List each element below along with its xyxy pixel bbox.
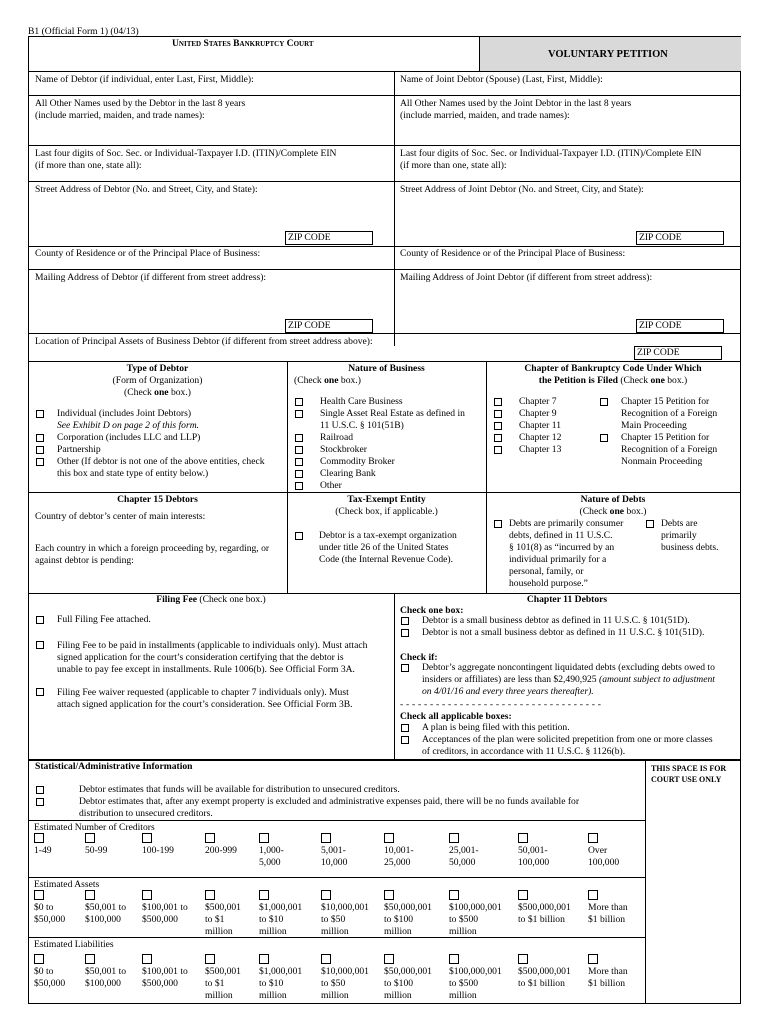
liabilities-option-label: to $50	[321, 978, 346, 989]
assets-option-label: $0 to	[34, 902, 54, 913]
ssn-label-2: (if more than one, state all):	[35, 160, 142, 171]
consumer-debts-label-5: personal, family, or	[509, 566, 584, 577]
clearing-bank-checkbox[interactable]	[295, 470, 303, 478]
liabilities-option-label: More than	[588, 966, 628, 977]
nature-business-title: Nature of Business	[348, 363, 425, 374]
corporation-checkbox[interactable]	[36, 434, 44, 442]
creditors-checkbox[interactable]	[518, 833, 528, 843]
tax-exempt-label-3: Code (the Internal Revenue Code).	[319, 554, 453, 565]
liabilities-option-label: to $500	[449, 978, 479, 989]
creditors-option-label: 5,000	[259, 857, 281, 868]
acceptances-label-2: of creditors, in accordance with 11 U.S.C. § 1126(b).	[422, 746, 626, 757]
railroad-label: Railroad	[320, 432, 354, 443]
aggregate-debts-label: Debtor’s aggregate noncontingent liquidated debts (excluding debts owed to	[422, 662, 715, 673]
assets-checkbox[interactable]	[34, 890, 44, 900]
chapter-12-checkbox[interactable]	[494, 434, 502, 442]
mailing-label: Mailing Address of Debtor (if different from street address):	[35, 272, 267, 283]
type-of-debtor-title: Type of Debtor	[126, 363, 189, 374]
joint-mailing-zip-code-field[interactable]: ZIP CODE	[636, 319, 724, 333]
assets-option-label: million	[259, 926, 287, 937]
liabilities-checkbox[interactable]	[85, 954, 95, 964]
form-id: B1 (Official Form 1) (04/13)	[28, 26, 139, 37]
assets-option-label: $1 billion	[588, 914, 626, 925]
county-label: County of Residence or of the Principal Place of Business:	[35, 248, 261, 259]
no-funds-label-2: distribution to unsecured creditors.	[79, 808, 213, 819]
tax-exempt-label-2: under title 26 of the United States	[319, 542, 449, 553]
single-asset-checkbox[interactable]	[295, 410, 303, 418]
joint-street-label: Street Address of Joint Debtor (No. and Street, City, and State):	[400, 184, 644, 195]
liabilities-option-label: $10,000,001	[321, 966, 369, 977]
consumer-debts-label: Debts are primarily consumer	[509, 518, 624, 529]
fee-waiver-label-2: attach signed application for the court’s consideration. See Official Form 3B.	[57, 699, 353, 710]
installments-label: Filing Fee to be paid in installments (applicable to individuals only). Must attach	[57, 640, 368, 651]
liabilities-option-label: $500,001	[205, 966, 241, 977]
check-text-end: box.)	[664, 375, 688, 386]
assets-option-label: $100,001 to	[142, 902, 188, 913]
liabilities-option-label: to $1 billion	[518, 978, 565, 989]
tax-exempt-title: Tax-Exempt Entity	[347, 494, 426, 505]
chapter-15-main-label: Chapter 15 Petition for	[621, 396, 710, 407]
liabilities-option-label: $50,000	[34, 978, 66, 989]
other-business-label: Other	[320, 480, 342, 491]
joint-county-label: County of Residence or of the Principal Place of Business:	[400, 248, 626, 259]
commodity-broker-label: Commodity Broker	[320, 456, 395, 467]
exhibit-d-note: See Exhibit D on page 2 of this form.	[57, 420, 200, 431]
assets-option-label: to $1	[205, 914, 225, 925]
consumer-debts-label-6: household purpose.”	[509, 578, 588, 589]
liabilities-checkbox[interactable]	[518, 954, 528, 964]
health-care-label: Health Care Business	[320, 396, 403, 407]
nature-debts-title: Nature of Debts	[580, 494, 646, 505]
installments-label-2: signed application for the court’s consideration certifying that the debtor is	[57, 652, 344, 663]
single-asset-label-2: 11 U.S.C. § 101(51B)	[320, 420, 404, 431]
stockbroker-checkbox[interactable]	[295, 446, 303, 454]
liabilities-option-label: million	[259, 990, 287, 1001]
creditors-option-label: 5,001-	[321, 845, 346, 856]
business-debts-checkbox[interactable]	[646, 520, 654, 528]
liabilities-option-label: to $10	[259, 978, 284, 989]
assets-title: Estimated Assets	[34, 879, 100, 890]
ch11-debtors-title: Chapter 11 Debtors	[526, 594, 608, 605]
full-fee-checkbox[interactable]	[36, 616, 44, 624]
assets-checkbox[interactable]	[205, 890, 215, 900]
liabilities-option-label: $100,000	[85, 978, 121, 989]
liabilities-checkbox[interactable]	[384, 954, 394, 964]
liabilities-option-label: $1,000,001	[259, 966, 303, 977]
individual-checkbox[interactable]	[36, 410, 44, 418]
each-country-label: Each country in which a foreign proceeding by, regarding, or	[35, 543, 270, 554]
joint-debtor-name-label: Name of Joint Debtor (Spouse) (Last, First, Middle):	[400, 74, 603, 85]
assets-option-label: $1,000,001	[259, 902, 303, 913]
business-debts-label: Debts are	[661, 518, 698, 529]
other-entity-label-2: this box and state type of entity below.)	[57, 468, 209, 479]
clearing-bank-label: Clearing Bank	[320, 468, 376, 479]
assets-checkbox[interactable]	[449, 890, 459, 900]
ch15-debtors-title: Chapter 15 Debtors	[117, 494, 198, 505]
aggregate-amount-text: insiders or affiliates) are less than $2,490,925	[422, 674, 599, 685]
creditors-option-label: 100-199	[142, 845, 174, 856]
court-name: United States Bankruptcy Court	[172, 38, 314, 49]
petition-title: VOLUNTARY PETITION	[548, 49, 668, 60]
assets-option-label: million	[321, 926, 349, 937]
filing-fee-title	[28, 594, 394, 606]
assets-checkbox[interactable]	[259, 890, 269, 900]
assets-checkbox[interactable]	[588, 890, 598, 900]
check-if-label: Check if:	[400, 652, 438, 663]
consumer-debts-label-2: debts, defined in 11 U.S.C.	[509, 530, 613, 541]
check-one-text: one	[650, 375, 665, 386]
creditors-option-label: 10,001-	[384, 845, 414, 856]
liabilities-checkbox[interactable]	[321, 954, 331, 964]
check-text-end: box.)	[338, 375, 361, 386]
filing-fee-title-text: Filing Fee	[156, 594, 197, 605]
aggregate-debts-label-3: on 4/01/16 and every three years thereafter).	[422, 686, 594, 697]
chapter-15-main-checkbox[interactable]	[600, 398, 608, 406]
assets-option-label: $50,000	[34, 914, 66, 925]
type-of-debtor-sub: (Form of Organization)	[112, 375, 203, 386]
chapter-13-label: Chapter 13	[519, 444, 562, 455]
assets-option-label: million	[449, 926, 477, 937]
stockbroker-label: Stockbroker	[320, 444, 367, 455]
chapter-15-nonmain-label-3: Nonmain Proceeding	[621, 456, 703, 467]
chapter-7-checkbox[interactable]	[494, 398, 502, 406]
assets-option-label: to $100	[384, 914, 414, 925]
chapter-15-main-label-2: Recognition of a Foreign	[621, 408, 718, 419]
other-names-label: All Other Names used by the Debtor in the last 8 years	[35, 98, 246, 109]
liabilities-option-label: $0 to	[34, 966, 54, 977]
court-use-label-2: COURT USE ONLY	[651, 775, 722, 784]
assets-option-label: $500,001	[205, 902, 241, 913]
creditors-title: Estimated Number of Creditors	[34, 822, 155, 833]
joint-other-names-label: All Other Names used by the Joint Debtor in the last 8 years	[400, 98, 632, 109]
other-business-checkbox[interactable]	[295, 482, 303, 490]
check-one-text: one	[609, 506, 625, 517]
business-debts-label-2: primarily	[661, 530, 697, 541]
chapter-9-label: Chapter 9	[519, 408, 557, 419]
chapter-15-main-label-3: Main Proceeding	[621, 420, 687, 431]
street-label: Street Address of Debtor (No. and Street, City, and State):	[35, 184, 258, 195]
dashed-divider: - - - - - - - - - - - - - - - - - - - - - - - - - - - - - - - - - -	[400, 699, 602, 710]
other-entity-label: Other (If debtor is not one of the above entities, check	[57, 456, 265, 467]
funds-available-checkbox[interactable]	[36, 786, 44, 794]
other-entity-checkbox[interactable]	[36, 458, 44, 466]
creditors-checkbox[interactable]	[34, 833, 44, 843]
assets-option-label: $50,000,001	[384, 902, 432, 913]
chapter-title: Chapter of Bankruptcy Code Under Which	[524, 363, 702, 374]
check-text: (Check	[617, 375, 651, 386]
assets-checkbox[interactable]	[321, 890, 331, 900]
creditors-checkbox[interactable]	[384, 833, 394, 843]
fee-waiver-label: Filing Fee waiver requested (applicable to chapter 7 individuals only). Must	[57, 687, 349, 698]
assets-option-label: million	[384, 926, 412, 937]
creditors-option-label: 1,000-	[259, 845, 284, 856]
assets-option-label: $100,000	[85, 914, 121, 925]
check-one-text: one	[324, 375, 339, 386]
ssn-label: Last four digits of Soc. Sec. or Individual-Taxpayer I.D. (ITIN)/Complete EIN	[35, 148, 337, 159]
acceptances-checkbox[interactable]	[401, 736, 409, 744]
assets-option-label: to $10	[259, 914, 284, 925]
assets-checkbox[interactable]	[384, 890, 394, 900]
no-funds-checkbox[interactable]	[36, 798, 44, 806]
check-one-text: one	[154, 387, 169, 398]
creditors-option-label: 10,000	[321, 857, 348, 868]
creditors-option-label: Over	[588, 845, 608, 856]
commodity-broker-checkbox[interactable]	[295, 458, 303, 466]
partnership-label: Partnership	[57, 444, 101, 455]
health-care-checkbox[interactable]	[295, 398, 303, 406]
consumer-debts-label-4: individual primarily for a	[509, 554, 607, 565]
liabilities-option-label: $100,000,001	[449, 966, 502, 977]
debtor-name-label: Name of Debtor (if individual, enter Last, First, Middle):	[35, 74, 254, 85]
single-asset-label: Single Asset Real Estate as defined in	[320, 408, 465, 419]
aggregate-debts-checkbox[interactable]	[401, 664, 409, 672]
liabilities-checkbox[interactable]	[142, 954, 152, 964]
plan-filed-label: A plan is being filed with this petition.	[422, 722, 570, 733]
creditors-checkbox[interactable]	[205, 833, 215, 843]
creditors-option-label: 25,000	[384, 857, 411, 868]
joint-ssn-label: Last four digits of Soc. Sec. or Individual-Taxpayer I.D. (ITIN)/Complete EIN	[400, 148, 702, 159]
creditors-checkbox[interactable]	[449, 833, 459, 843]
chapter-13-checkbox[interactable]	[494, 446, 502, 454]
liabilities-option-label: million	[321, 990, 349, 1001]
liabilities-option-label: $50,000,001	[384, 966, 432, 977]
assets-option-label: $500,000	[142, 914, 178, 925]
tax-exempt-checkbox[interactable]	[295, 532, 303, 540]
creditors-option-label: 200-999	[205, 845, 237, 856]
not-small-business-label: Debtor is not a small business debtor as defined in 11 U.S.C. § 101(51D).	[422, 627, 705, 638]
check-one-box-label: Check one box:	[400, 605, 464, 616]
assets-checkbox[interactable]	[142, 890, 152, 900]
check-text: (Check	[579, 506, 610, 517]
zip-code-field[interactable]: ZIP CODE	[285, 231, 373, 245]
filing-fee-sub: (Check one box.)	[197, 594, 266, 605]
location-label: Location of Principal Assets of Business Debtor (if different from street address above):	[35, 336, 373, 347]
check-text-end: box.)	[168, 387, 191, 398]
creditors-checkbox[interactable]	[588, 833, 598, 843]
individual-label: Individual (includes Joint Debtors)	[57, 408, 192, 419]
chapter-12-label: Chapter 12	[519, 432, 562, 443]
creditors-option-label: 50,000	[449, 857, 476, 868]
creditors-option-label: 50,001-	[518, 845, 548, 856]
assets-option-label: million	[205, 926, 233, 937]
chapter-7-label: Chapter 7	[519, 396, 557, 407]
joint-ssn-label-2: (if more than one, state all):	[400, 160, 507, 171]
installments-label-3: unable to pay fee except in installments. Rule 1006(b). See Official Form 3A.	[57, 664, 355, 675]
business-debts-label-3: business debts.	[661, 542, 719, 553]
consumer-debts-checkbox[interactable]	[494, 520, 502, 528]
assets-checkbox[interactable]	[85, 890, 95, 900]
full-fee-label: Full Filing Fee attached.	[57, 614, 151, 625]
funds-available-label: Debtor estimates that funds will be available for distribution to unsecured creditors.	[79, 784, 400, 795]
creditors-option-label: 25,001-	[449, 845, 479, 856]
liabilities-option-label: $50,001 to	[85, 966, 127, 977]
liabilities-option-label: $500,000	[142, 978, 178, 989]
assets-option-label: $100,000,001	[449, 902, 502, 913]
assets-option-label: $10,000,001	[321, 902, 369, 913]
chapter-title-2: the Petition is Filed	[538, 375, 618, 386]
check-text: (Check	[124, 387, 155, 398]
liabilities-option-label: $500,000,001	[518, 966, 571, 977]
assets-option-label: More than	[588, 902, 628, 913]
corporation-label: Corporation (includes LLC and LLP)	[57, 432, 201, 443]
each-country-label-2: against debtor is pending:	[35, 555, 134, 566]
fee-waiver-checkbox[interactable]	[36, 688, 44, 696]
type-of-debtor-check	[28, 387, 287, 399]
country-label: Country of debtor’s center of main interests:	[35, 511, 206, 522]
liabilities-checkbox[interactable]	[34, 954, 44, 964]
chapter-15-nonmain-checkbox[interactable]	[600, 434, 608, 442]
liabilities-title: Estimated Liabilities	[34, 939, 114, 950]
chapter-check	[486, 375, 740, 387]
chapter-9-checkbox[interactable]	[494, 410, 502, 418]
small-business-label: Debtor is a small business debtor as defined in 11 U.S.C. § 101(51D).	[422, 615, 690, 626]
location-zip-code-field[interactable]: ZIP CODE	[634, 346, 722, 360]
check-text: (Check	[294, 375, 325, 386]
tax-exempt-label: Debtor is a tax-exempt organization	[319, 530, 457, 541]
partnership-checkbox[interactable]	[36, 446, 44, 454]
creditors-checkbox[interactable]	[259, 833, 269, 843]
assets-option-label: to $1 billion	[518, 914, 565, 925]
creditors-option-label: 100,000	[518, 857, 550, 868]
mailing-zip-code-field[interactable]: ZIP CODE	[285, 319, 373, 333]
consumer-debts-label-3: § 101(8) as “incurred by an	[509, 542, 615, 553]
creditors-option-label: 100,000	[588, 857, 620, 868]
tax-exempt-sub: (Check box, if applicable.)	[335, 506, 438, 517]
creditors-option-label: 1-49	[34, 845, 52, 856]
chapter-11-checkbox[interactable]	[494, 422, 502, 430]
acceptances-label: Acceptances of the plan were solicited prepetition from one or more classes	[422, 734, 713, 745]
chapter-15-nonmain-label-2: Recognition of a Foreign	[621, 444, 718, 455]
other-names-label-2: (include married, maiden, and trade names):	[35, 110, 205, 121]
chapter-15-nonmain-label: Chapter 15 Petition for	[621, 432, 710, 443]
nature-debts-check	[486, 506, 740, 518]
installments-checkbox[interactable]	[36, 641, 44, 649]
nature-business-check	[294, 375, 361, 387]
liabilities-option-label: million	[384, 990, 412, 1001]
not-small-business-checkbox[interactable]	[401, 629, 409, 637]
liabilities-option-label: to $100	[384, 978, 414, 989]
liabilities-checkbox[interactable]	[205, 954, 215, 964]
statistical-title: Statistical/Administrative Information	[35, 761, 193, 772]
check-text-end: box.)	[624, 506, 647, 517]
assets-option-label: to $500	[449, 914, 479, 925]
aggregate-debts-label-2	[422, 674, 715, 686]
liabilities-option-label: million	[449, 990, 477, 1001]
assets-checkbox[interactable]	[518, 890, 528, 900]
liabilities-option-label: million	[205, 990, 233, 1001]
assets-option-label: to $50	[321, 914, 346, 925]
liabilities-option-label: $1 billion	[588, 978, 626, 989]
check-all-label: Check all applicable boxes:	[400, 711, 512, 722]
plan-filed-checkbox[interactable]	[401, 724, 409, 732]
liabilities-checkbox[interactable]	[449, 954, 459, 964]
no-funds-label: Debtor estimates that, after any exempt property is excluded and administrative expenses paid, there will be no funds available for	[79, 796, 580, 807]
liabilities-checkbox[interactable]	[588, 954, 598, 964]
small-business-checkbox[interactable]	[401, 617, 409, 625]
assets-option-label: $500,000,001	[518, 902, 571, 913]
liabilities-checkbox[interactable]	[259, 954, 269, 964]
assets-option-label: $50,001 to	[85, 902, 127, 913]
creditors-checkbox[interactable]	[85, 833, 95, 843]
creditors-checkbox[interactable]	[142, 833, 152, 843]
chapter-11-label: Chapter 11	[519, 420, 562, 431]
creditors-checkbox[interactable]	[321, 833, 331, 843]
court-use-label: THIS SPACE IS FOR	[651, 764, 727, 773]
joint-other-names-label-2: (include married, maiden, and trade names):	[400, 110, 570, 121]
aggregate-adjustment-text: (amount subject to adjustment	[599, 674, 715, 685]
joint-mailing-label: Mailing Address of Joint Debtor (if different from street address):	[400, 272, 653, 283]
railroad-checkbox[interactable]	[295, 434, 303, 442]
creditors-option-label: 50-99	[85, 845, 108, 856]
liabilities-option-label: $100,001 to	[142, 966, 188, 977]
liabilities-option-label: to $1	[205, 978, 225, 989]
joint-zip-code-field[interactable]: ZIP CODE	[636, 231, 724, 245]
